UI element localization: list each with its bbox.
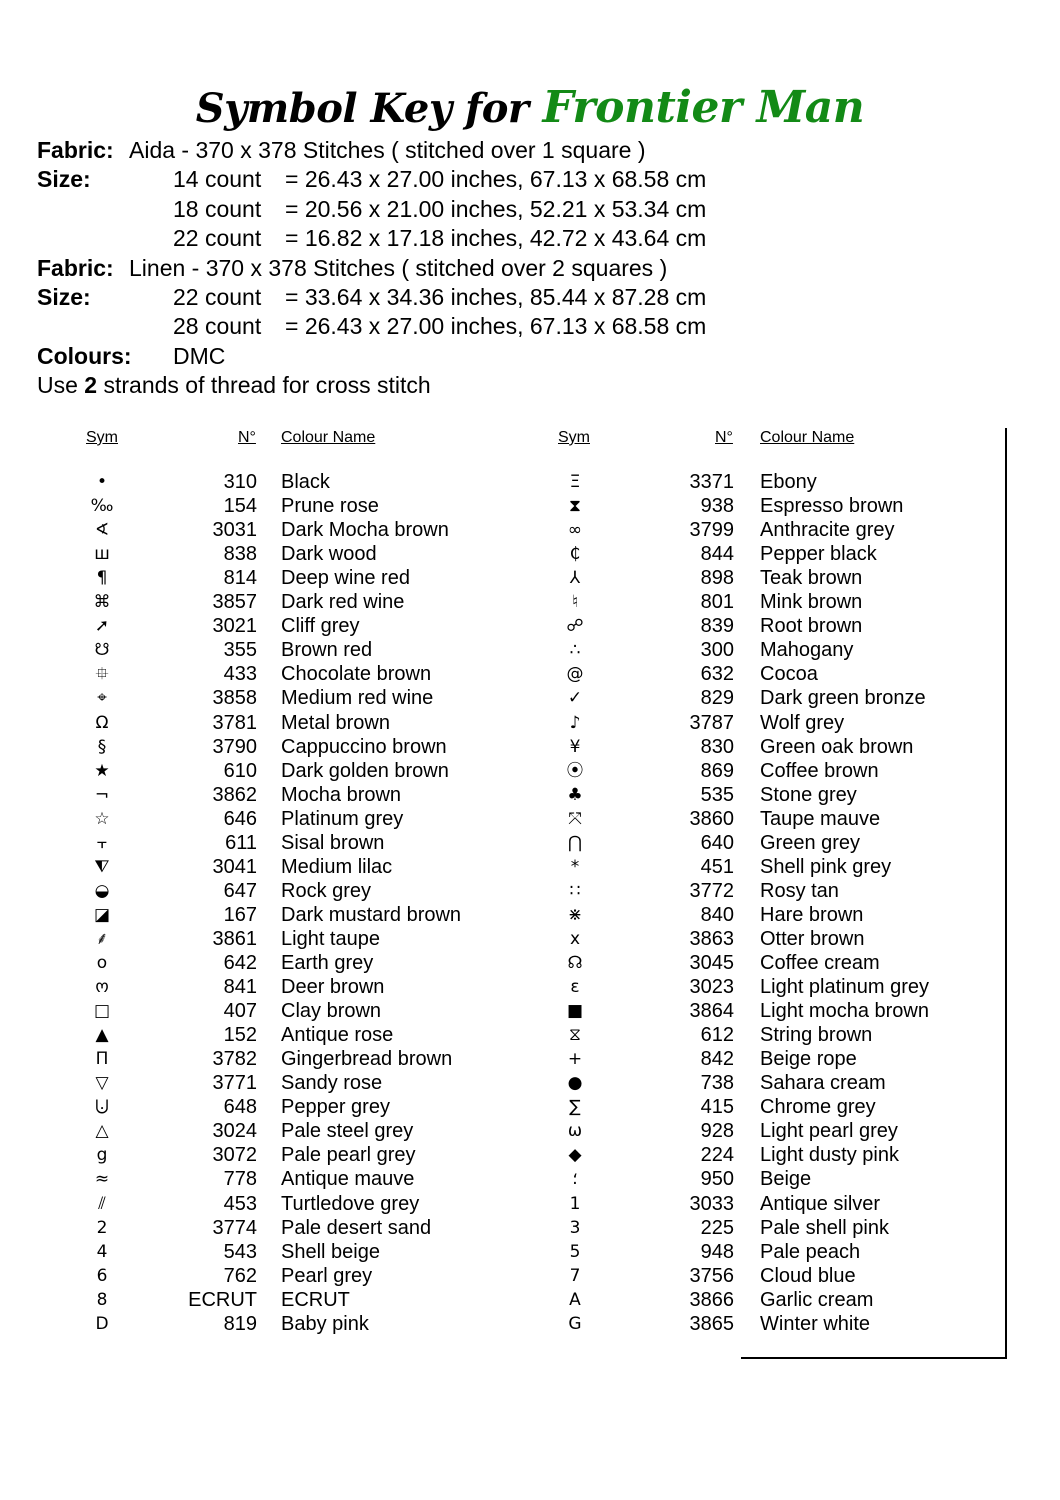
symbol-icon: ⋂ <box>568 832 582 853</box>
colour-name: Mocha brown <box>281 783 402 806</box>
symbol-icon: 2 <box>96 1217 108 1238</box>
header-num-right: N° <box>715 429 733 446</box>
symbol-icon: ∷ <box>569 880 581 901</box>
strands-prefix: Use <box>37 372 85 399</box>
dmc-number: 938 <box>700 495 734 518</box>
dmc-number: 3861 <box>212 927 257 950</box>
symbol-icon: ⫟ <box>96 832 108 853</box>
dmc-number: 3371 <box>689 471 734 493</box>
dmc-number: 738 <box>700 1072 734 1095</box>
colour-name: String brown <box>760 1024 873 1047</box>
colour-name: Cocoa <box>760 663 818 686</box>
header-sym-right: Sym <box>558 429 590 446</box>
symbol-icon: * <box>570 856 580 877</box>
colour-name: Light mocha brown <box>760 1000 929 1023</box>
symbol-icon: ∢ <box>94 520 110 541</box>
dmc-number: 3031 <box>212 519 257 542</box>
colour-name: Dark red wine <box>281 591 405 614</box>
colour-name: Dark wood <box>281 543 377 566</box>
dmc-number: 3023 <box>689 976 734 999</box>
size-aida-line-2 <box>37 195 707 224</box>
colour-name: Dark golden brown <box>281 759 449 782</box>
fabric-linen-line <box>37 254 668 283</box>
colour-name: Rock grey <box>281 879 372 902</box>
colour-name: Antique silver <box>760 1192 881 1215</box>
dmc-number: 3024 <box>212 1120 257 1143</box>
symbol-icon: ♪ <box>569 712 581 733</box>
symbol-icon: ☆ <box>94 808 110 829</box>
symbol-icon: □ <box>93 1001 111 1022</box>
dmc-number: 829 <box>700 687 734 710</box>
symbol-icon: ⌘ <box>93 592 111 613</box>
symbol-icon: Π <box>95 1049 109 1070</box>
size-count: 14 count <box>173 166 262 193</box>
size-aida-line-1 <box>37 165 707 194</box>
dmc-number: 844 <box>700 543 734 566</box>
size-dims: = 26.43 x 27.00 inches, 67.13 x 68.58 cm <box>285 166 707 193</box>
fabric-linen-value: Linen - 370 x 378 Stitches ( stitched over 2 squares ) <box>129 254 668 281</box>
size-count: 28 count <box>173 313 262 340</box>
colour-name: Pearl grey <box>281 1264 373 1287</box>
colour-name: Garlic cream <box>760 1288 874 1311</box>
header-sym-left: Sym <box>86 429 118 446</box>
colour-name: Sandy rose <box>281 1072 383 1095</box>
symbol-icon: ε <box>570 977 580 998</box>
colour-name: Mahogany <box>760 639 854 662</box>
dmc-number: 642 <box>223 952 257 974</box>
dmc-number: 3866 <box>689 1288 734 1311</box>
dmc-number: 838 <box>223 543 257 566</box>
dmc-number: 3865 <box>689 1312 734 1335</box>
dmc-number: 840 <box>700 903 734 926</box>
symbol-icon: ≈ <box>94 1169 110 1190</box>
colour-name: Root brown <box>760 615 863 638</box>
colours-label: Colours: <box>37 342 132 369</box>
dmc-number: 839 <box>700 615 734 638</box>
fabric-label: Fabric: <box>37 137 114 163</box>
symbol-icon: ◆ <box>568 1145 582 1166</box>
colour-name: Prune rose <box>281 495 379 518</box>
page-title <box>0 82 1060 133</box>
symbol-icon: ₵ <box>569 544 581 565</box>
title-prefix: Symbol Key for <box>195 85 529 132</box>
dmc-number: 3799 <box>689 519 734 542</box>
symbol-icon: ∞ <box>567 520 583 541</box>
dmc-number: 632 <box>700 663 734 686</box>
symbol-icon: ☍ <box>566 616 584 637</box>
colour-name: Pale desert sand <box>281 1216 432 1239</box>
symbol-icon: Ω <box>95 712 109 733</box>
colour-name: Dark mustard brown <box>281 903 462 926</box>
dmc-number: 3041 <box>212 855 257 878</box>
fabric-aida-line <box>37 136 646 165</box>
symbol-icon: ⦿ <box>566 760 584 781</box>
colour-name: Ebony <box>760 471 817 493</box>
fabric-label: Fabric: <box>37 254 114 281</box>
colour-name: Light platinum grey <box>760 976 929 999</box>
colour-name: Shell pink grey <box>760 855 892 878</box>
symbol-icon: ▲ <box>95 1025 109 1046</box>
dmc-number: 3756 <box>689 1264 734 1287</box>
colour-name: Medium lilac <box>281 855 393 878</box>
dmc-number: 225 <box>700 1216 734 1239</box>
symbol-icon: ¬ <box>94 784 110 805</box>
strands-line <box>37 371 431 400</box>
table-border-bottom <box>741 1357 1007 1359</box>
symbol-icon: ؛ <box>572 1169 578 1190</box>
symbol-icon: 4 <box>96 1241 108 1262</box>
symbol-icon: ★ <box>94 760 110 781</box>
colour-name: Gingerbread brown <box>281 1048 453 1071</box>
dmc-number: 310 <box>223 471 257 493</box>
colour-name: Pale shell pink <box>760 1216 889 1239</box>
colour-name: Cloud blue <box>760 1264 856 1287</box>
dmc-number: 3782 <box>212 1048 257 1071</box>
dmc-number: 801 <box>700 591 734 614</box>
colour-name: Sahara cream <box>760 1072 886 1095</box>
size-label: Size: <box>37 283 91 310</box>
colour-name: Espresso brown <box>760 495 904 518</box>
symbol-icon: Ξ <box>569 472 581 492</box>
colour-name: Mink brown <box>760 591 863 614</box>
dmc-number: 3863 <box>689 927 734 950</box>
size-label: Size: <box>37 166 91 193</box>
dmc-number: 543 <box>223 1240 257 1263</box>
symbol-icon: 8 <box>96 1289 108 1310</box>
size-count: 22 count <box>173 225 262 252</box>
symbol-icon: ∴ <box>569 640 581 661</box>
dmc-number: 224 <box>700 1144 734 1167</box>
symbol-icon: ➚ <box>94 616 110 637</box>
table-border-right <box>1005 428 1007 1358</box>
symbol-icon: § <box>97 736 107 757</box>
symbol-icon: ■ <box>566 1001 584 1022</box>
symbol-icon: ⯐ <box>95 664 109 685</box>
dmc-number: 3781 <box>212 711 257 734</box>
symbol-icon: ¥ <box>569 736 581 757</box>
colour-name: Deep wine red <box>281 567 410 590</box>
symbol-icon: 6 <box>96 1265 108 1286</box>
symbol-icon: A <box>569 1289 581 1310</box>
symbol-icon: ⸙ <box>95 928 109 949</box>
symbol-icon: ო <box>95 977 109 998</box>
symbol-icon: + <box>567 1049 583 1070</box>
size-count: 22 count <box>173 283 262 310</box>
dmc-number: 950 <box>700 1168 734 1191</box>
dmc-number: 3072 <box>212 1144 257 1167</box>
colour-name: Light pearl grey <box>760 1120 898 1143</box>
colour-name: Light dusty pink <box>760 1144 899 1167</box>
dmc-number: 842 <box>700 1048 734 1071</box>
dmc-number: 3021 <box>212 615 257 638</box>
dmc-number: 407 <box>223 1000 257 1023</box>
dmc-number: 928 <box>700 1120 734 1143</box>
dmc-number: 611 <box>225 831 257 854</box>
dmc-number: 898 <box>700 567 734 590</box>
colour-name: Medium red wine <box>281 687 434 710</box>
colour-name: Antique mauve <box>281 1168 415 1191</box>
dmc-number: 451 <box>700 855 734 878</box>
symbol-icon: o <box>96 953 108 973</box>
symbol-icon: • <box>96 472 108 492</box>
symbol-icon: ‰ <box>90 496 114 517</box>
dmc-number: 762 <box>223 1264 257 1287</box>
colour-name: Sisal brown <box>281 831 385 854</box>
symbol-icon: ⋇ <box>567 904 583 925</box>
size-dims: = 33.64 x 34.36 inches, 85.44 x 87.28 cm <box>285 283 707 310</box>
symbol-icon: ω <box>567 1121 583 1142</box>
dmc-number: 830 <box>700 735 734 758</box>
colour-name: Green grey <box>760 831 861 854</box>
colour-name: Hare brown <box>760 903 864 926</box>
dmc-number: 3857 <box>212 591 257 614</box>
colour-name: Pale pearl grey <box>281 1144 416 1167</box>
symbol-icon: ◪ <box>93 904 111 925</box>
symbol-icon: 3 <box>569 1217 581 1238</box>
header-name-left: Colour Name <box>281 429 376 446</box>
symbol-icon: 7 <box>569 1265 581 1286</box>
dmc-number: 612 <box>700 1024 734 1047</box>
symbol-icon: ◒ <box>94 880 110 901</box>
symbol-icon: ⤧ <box>568 808 582 829</box>
symbol-icon: G <box>568 1313 582 1334</box>
dmc-number: 3771 <box>212 1072 257 1095</box>
colour-name: Beige rope <box>760 1048 857 1071</box>
symbol-icon: ⧖ <box>569 1025 581 1046</box>
symbol-icon: g <box>96 1145 108 1166</box>
dmc-number: 647 <box>223 879 257 902</box>
dmc-number: 640 <box>700 831 734 854</box>
symbol-icon: ⅄ <box>569 568 581 589</box>
dmc-number: 3772 <box>689 879 734 902</box>
colour-name: Winter white <box>760 1312 871 1335</box>
fabric-info <box>37 136 707 401</box>
colour-name: Turtledove grey <box>281 1192 420 1215</box>
colour-name: Clay brown <box>281 1000 382 1023</box>
dmc-number: 300 <box>700 639 734 662</box>
header-name-right: Colour Name <box>760 429 855 446</box>
colour-name: Dark Mocha brown <box>281 519 449 542</box>
dmc-number: 535 <box>700 783 734 806</box>
symbol-icon: 5 <box>569 1241 581 1262</box>
colour-name: Cliff grey <box>281 615 360 638</box>
dmc-number: 433 <box>223 663 257 686</box>
symbol-icon: ∑ <box>569 1097 581 1118</box>
symbol-icon: ● <box>567 1073 583 1094</box>
colour-name: Platinum grey <box>281 807 404 830</box>
dmc-number: 814 <box>223 567 257 590</box>
colour-name: Cappuccino brown <box>281 735 447 758</box>
dmc-number: 778 <box>223 1168 257 1191</box>
dmc-number: 355 <box>223 639 257 662</box>
symbol-icon: x <box>569 928 581 949</box>
size-linen-line-1 <box>37 283 707 312</box>
fabric-aida-value: Aida - 370 x 378 Stitches ( stitched over 1 square ) <box>129 137 646 163</box>
symbol-icon: 1 <box>569 1193 581 1214</box>
strands-count: 2 <box>84 372 98 399</box>
colour-name: Beige <box>760 1168 812 1191</box>
colour-name: Pepper black <box>760 543 877 566</box>
symbol-icon: @ <box>566 664 584 685</box>
colour-name: Brown red <box>281 639 373 662</box>
symbol-icon: ♮ <box>571 592 579 613</box>
colour-name: Rosy tan <box>760 879 839 902</box>
colour-name: Green oak brown <box>760 735 914 758</box>
colours-value: DMC <box>173 342 226 369</box>
symbol-icon: ▽ <box>95 1073 109 1094</box>
colour-name: Taupe mauve <box>760 807 881 830</box>
symbol-icon: ⧗ <box>569 496 581 517</box>
colour-name: Pale peach <box>760 1240 861 1263</box>
dmc-number: 415 <box>700 1096 734 1119</box>
colour-name: Teak brown <box>760 567 863 590</box>
dmc-number: 3787 <box>689 711 734 734</box>
symbol-icon: ⧨ <box>94 856 110 877</box>
colour-name: Baby pink <box>281 1312 369 1335</box>
dmc-number: 3864 <box>689 1000 734 1023</box>
dmc-number: 3033 <box>689 1192 734 1215</box>
size-dims: = 16.82 x 17.18 inches, 42.72 x 43.64 cm <box>285 225 707 252</box>
symbol-icon: ✓ <box>567 688 583 709</box>
colour-name: Earth grey <box>281 952 374 974</box>
symbol-icon: △ <box>95 1121 109 1142</box>
colour-name: Black <box>281 471 330 493</box>
symbol-icon: ⫽ <box>98 1193 106 1214</box>
dmc-number: 3045 <box>689 952 734 974</box>
dmc-number: 154 <box>223 495 257 518</box>
size-aida-line-3 <box>37 224 707 253</box>
dmc-number: 646 <box>223 807 257 830</box>
size-linen-line-2 <box>37 312 707 341</box>
colours-line <box>37 342 431 371</box>
colour-name: Deer brown <box>281 976 385 999</box>
dmc-number: 819 <box>223 1312 257 1335</box>
colour-name: Coffee brown <box>760 759 879 782</box>
strands-suffix: strands of thread for cross stitch <box>97 372 431 399</box>
colour-name: Wolf grey <box>760 711 845 734</box>
dmc-number: 841 <box>223 976 257 999</box>
symbol-icon: ☊ <box>567 953 583 973</box>
colour-name: Stone grey <box>760 783 857 806</box>
dmc-number: 3860 <box>689 807 734 830</box>
symbol-icon: ♣ <box>567 784 583 805</box>
dmc-number: 3790 <box>212 735 257 758</box>
colour-name: Pepper grey <box>281 1096 390 1119</box>
colour-name: Otter brown <box>760 927 865 950</box>
dmc-number: 3774 <box>212 1216 257 1239</box>
dmc-number: 948 <box>700 1240 734 1263</box>
dmc-number: 152 <box>223 1024 257 1047</box>
colour-name: Light taupe <box>281 927 380 950</box>
colour-name: Pale steel grey <box>281 1120 414 1143</box>
colour-name: Coffee cream <box>760 952 880 974</box>
symbol-icon: ⌖ <box>97 688 107 709</box>
symbol-icon: ⨃ <box>95 1097 109 1118</box>
dmc-number: 610 <box>223 759 257 782</box>
size-dims: = 20.56 x 21.00 inches, 52.21 x 53.34 cm <box>285 195 707 222</box>
colour-name: Dark green bronze <box>760 687 926 710</box>
colour-name: Antique rose <box>281 1024 394 1047</box>
symbol-icon: D <box>95 1313 109 1334</box>
dmc-number: 453 <box>223 1192 257 1215</box>
size-count: 18 count <box>173 195 262 222</box>
size-dims: = 26.43 x 27.00 inches, 67.13 x 68.58 cm <box>285 313 707 340</box>
colour-name: Chrome grey <box>760 1096 876 1119</box>
colour-name: Metal brown <box>281 711 390 734</box>
dmc-number: 167 <box>223 903 257 926</box>
colour-name: Anthracite grey <box>760 519 895 542</box>
title-pattern-name: Frontier Man <box>542 82 865 133</box>
colour-name: Shell beige <box>281 1240 380 1263</box>
symbol-icon: ☋ <box>94 640 110 661</box>
header-num-left: N° <box>238 429 256 446</box>
dmc-number: 869 <box>700 759 734 782</box>
dmc-number: 3862 <box>212 783 257 806</box>
colour-name: ECRUT <box>281 1288 350 1311</box>
dmc-number: 3858 <box>212 687 257 710</box>
dmc-number: 648 <box>223 1096 257 1119</box>
symbol-icon: ¶ <box>96 568 108 589</box>
colour-name: Chocolate brown <box>281 663 432 686</box>
dmc-number: ECRUT <box>188 1288 257 1311</box>
symbol-icon: ш <box>94 544 110 565</box>
